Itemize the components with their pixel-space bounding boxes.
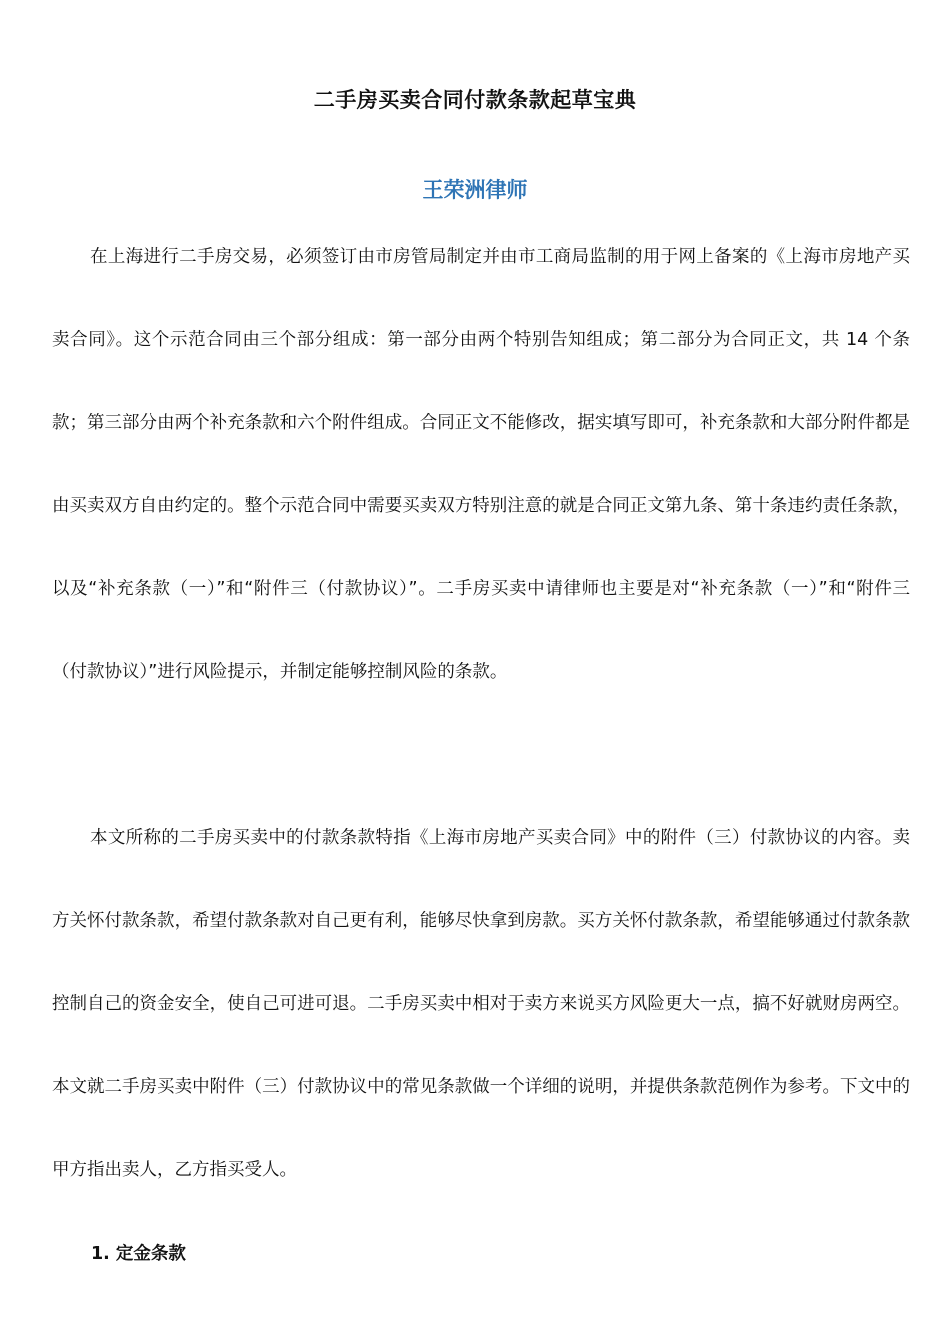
section-heading: 1. 定金条款	[91, 1244, 186, 1264]
document-title: 二手房买卖合同付款条款起草宝典	[313, 88, 637, 112]
body-paragraph-1: 在上海进行二手房交易，必须签订由市房管局制定并由市工商局监制的用于网上备案的《上海市房地产买卖合同》。这个示范合同由三个部分组成：第一部分由两个特别告知组成；第二部分为合同正文，共 14 个条款；第三部分由两个补充条款和六个附件组成。合同正文不能修改，据实填写即可，补充条款和大部分附件都是由买卖双方自由约定的。整个示范合同中需要买卖双方特别注意的就是合同正文第九条、第十条违约责任条款，以及“补充条款（一）”和“附件三（付款协议）”。二手房买卖中请律师也主要是对“补充条款（一）”和“附件三（付款协议）”进行风险提示，并制定能够控制风险的条款。	[52, 247, 910, 682]
document-author: 王荣洲律师	[422, 178, 528, 202]
body-paragraph-2: 本文所称的二手房买卖中的付款条款特指《上海市房地产买卖合同》中的附件（三）付款协议的内容。卖方关怀付款条款，希望付款条款对自己更有利，能够尽快拿到房款。买方关怀付款条款，希望能够通过付款条款控制自己的资金安全，使自己可进可退。二手房买卖中相对于卖方来说买方风险更大一点，搞不好就财房两空。本文就二手房买卖中附件（三）付款协议中的常见条款做一个详细的说明，并提供条款范例作为参考。下文中的甲方指出卖人，乙方指买受人。	[52, 828, 910, 1180]
